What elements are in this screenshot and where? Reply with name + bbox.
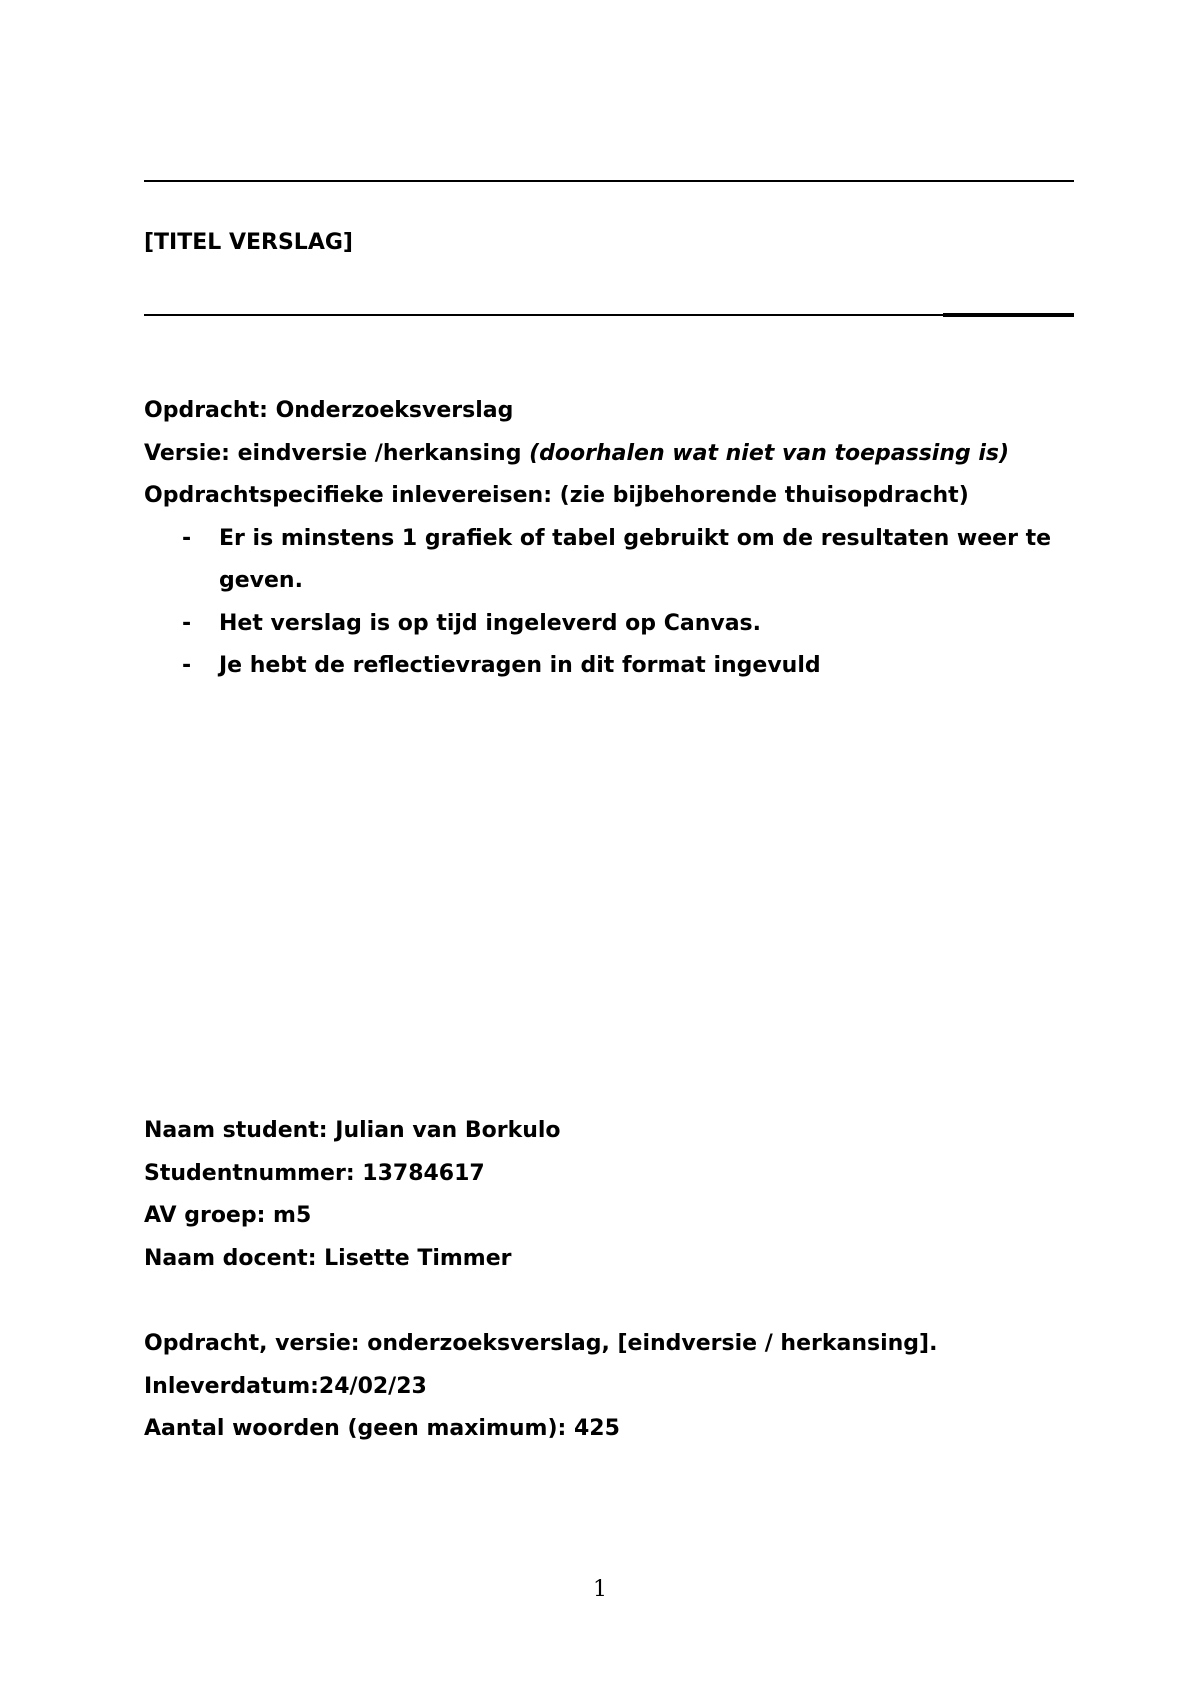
teacher-name: Naam docent: Lisette Timmer [144,1245,512,1271]
requirements-list [144,518,1074,688]
requirement-text: Er is minstens 1 grafiek of tabel gebruikt om de resultaten weer te geven. [219,525,1052,593]
requirement-item [144,645,1074,688]
title-bottom-rule [144,314,1074,316]
requirement-item [144,518,1074,603]
submission-info [144,1323,1074,1451]
title-top-rule [144,180,1074,182]
assignment-line: Opdracht: Onderzoeksverslag [144,398,514,423]
student-number: Studentnummer: 13784617 [144,1160,485,1186]
assignment-info [144,390,1074,688]
document-title: [TITEL VERSLAG] [144,230,353,255]
requirement-item [144,603,1074,646]
list-bullet: - [182,653,192,678]
requirement-text: Je hebt de reflectievragen in dit format ingevuld [219,653,821,678]
page-number: 1 [593,1577,607,1602]
version-note: (doorhalen wat niet van toepassing is) [529,440,1010,466]
student-name: Naam student: Julian van Borkulo [144,1118,561,1143]
version-line [144,433,1074,476]
title-bottom-rule-accent [943,313,1074,317]
student-info [144,1110,1074,1280]
list-bullet: - [182,610,192,636]
submission-date: Inleverdatum:24/02/23 [144,1373,427,1399]
version-label: Versie: eindversie /herkansing [144,440,530,466]
student-group: AV groep: m5 [144,1203,312,1228]
word-count: Aantal woorden (geen maximum): 425 [144,1416,620,1441]
list-bullet: - [182,525,192,551]
assignment-version: Opdracht, versie: onderzoeksverslag, [eindversie / herkansing]. [144,1331,938,1356]
requirement-text: Het verslag is op tijd ingeleverd op Canvas. [219,610,761,636]
requirements-heading: Opdrachtspecifieke inlevereisen: (zie bijbehorende thuisopdracht) [144,483,969,508]
